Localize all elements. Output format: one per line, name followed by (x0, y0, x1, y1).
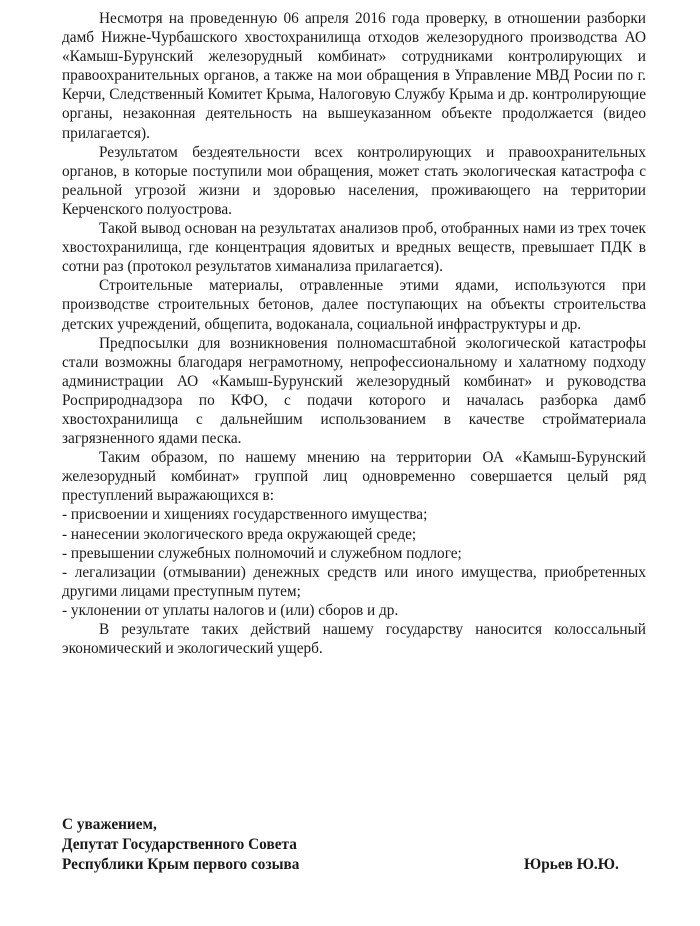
signature-block (62, 815, 646, 875)
signature-salutation: С уважением, (62, 816, 157, 833)
crimes-list (62, 505, 646, 620)
signature-position-line1: Депутат Государственного Совета (62, 836, 297, 853)
paragraph-closing: В результате таких действий нашему государству наносится колоссальный экономический и экологический ущерб. (62, 621, 646, 658)
paragraph-building-materials: Строительные материалы, отравленные этими ядами, используются при производстве строительных бетонов, далее поступающих на объекты строительства детских учреждений, общепита, водоканала, социальной инфраструктуры и др. (62, 277, 646, 333)
list-item: - легализации (отмывании) денежных средств или иного имущества, приобретенных другими лицами преступным путем; (62, 563, 646, 600)
list-item: - присвоении и хищениях государственного имущества; (62, 506, 428, 524)
list-item: - превышении служебных полномочий и служебном подлоге; (62, 544, 462, 562)
signature-position-line2: Республики Крым первого созыва (62, 856, 300, 873)
paragraph-crimes-intro: Таким образом, по нашему мнению на территории ОА «Камыш-Бурунский железорудный комбинат» группой лиц одновременно совершается целый ряд преступлений выражающихся в: (62, 449, 646, 505)
signature-name: Юрьев Ю.Ю. (524, 856, 619, 873)
paragraph-inaction-result: Результатом бездеятельности всех контролирующих и правоохранительных органов, в которые поступили мои обращения, может стать экологическая катастрофа с реальной угрозой жизни и здоровью населения, проживающего на территории Керченского полуострова. (62, 143, 646, 218)
signature-position-row (62, 855, 646, 875)
paragraph-sample-analysis: Такой вывод основан на результатах анализов проб, отобранных нами из трех точек хвостохранилища, где концентрация ядовитых и вредных веществ, превышает ПДК в сотни раз (протокол результатов химанализа прилагается). (62, 220, 646, 276)
paragraph-preconditions: Предпосылки для возникновения полномасштабной экологической катастрофы стали возможны благодаря неграмотному, непрофессиональному и халатному подходу администрации АО «Камыш-Бурунский железорудный комбинат» и руководства Росприроднадзора по КФО, с подачи которого и началась разборка дамб хвостохранилища с дальнейшим использованием в качестве стройматериала загрязненного ядами песка. (62, 334, 646, 448)
list-item: - уклонении от уплаты налогов и (или) сборов и др. (62, 601, 399, 619)
letter-body (62, 9, 646, 658)
paragraph-inspection: Несмотря на проведенную 06 апреля 2016 года проверку, в отношении разборки дамб Нижне-Чурбашского хвостохранилища отходов железорудного производства АО «Камыш-Бурунский железорудный комбинат» сотрудниками контролирующих и правоохранительных органов, а также на мои обращения в Управление МВД Росии по г. Керчи, Следственный Комитет Крыма, Налоговую Службу Крыма и др. контролирующие органы, незаконная деятельность на вышеуказанном объекте продолжается (видео прилагается). (62, 10, 646, 142)
list-item: - нанесении экологического вреда окружающей среде; (62, 525, 417, 543)
